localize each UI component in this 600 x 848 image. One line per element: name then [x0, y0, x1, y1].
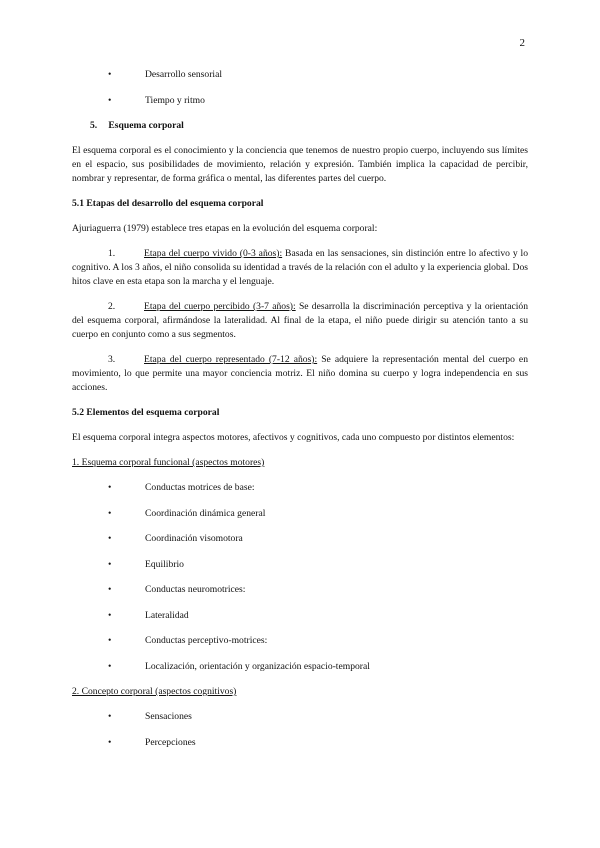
list-item: • Desarrollo sensorial	[72, 68, 528, 82]
section-5-1-intro: Ajuriaguerra (1979) establece tres etapas en la evolución del esquema corporal:	[72, 223, 378, 234]
stage-item: 3. Etapa del cuerpo representado (7-12 años): Se adquiere la representación mental del cuerpo en movimiento, lo que permite una mayor conciencia motriz. El niño domina su cuerpo y logra independencia en sus acciones.	[72, 354, 528, 393]
bullet-icon: •	[108, 507, 112, 519]
section-5-paragraph: El esquema corporal es el conocimiento y la conciencia que tenemos de nuestro propio cuerpo, incluyendo sus límites en el espacio, sus posibilidades de movimiento, relación y expresión. También implica la capacidad de percibir, nombrar y representar, de forma gráfica o mental, las diferentes partes del cuerpo.	[72, 145, 528, 184]
section-5-heading: 5. Esquema corporal	[90, 120, 184, 131]
bullet-icon: •	[108, 609, 112, 621]
list-item: • Localización, orientación y organización espacio-temporal	[72, 660, 528, 674]
list-item: • Sensaciones	[72, 710, 528, 724]
section-5-2-heading: 5.2 Elementos del esquema corporal	[72, 407, 220, 418]
group-2-list	[72, 710, 528, 750]
bullet-icon: •	[108, 558, 112, 570]
list-item: • Conductas perceptivo-motrices:	[72, 634, 528, 648]
stage-item: 1. Etapa del cuerpo vivido (0-3 años): Basada en las sensaciones, sin distinción entre lo afectivo y lo cognitivo. A los 3 años, el niño consolida su identidad a través de la relación con el adulto y la experiencia global. Dos hitos clave en esta etapa son la marcha y el lenguaje.	[72, 248, 529, 287]
section-5-1-heading: 5.1 Etapas del desarrollo del esquema corporal	[72, 198, 264, 209]
bullet-icon: •	[108, 635, 112, 646]
bullet-icon: •	[108, 69, 112, 80]
bullet-icon: •	[108, 482, 112, 493]
bullet-icon: •	[108, 584, 112, 595]
list-item: • Percepciones	[72, 736, 528, 750]
list-item: • Coordinación dinámica general	[72, 507, 528, 521]
bullet-icon: •	[108, 711, 112, 722]
list-item: • Equilibrio	[72, 558, 528, 572]
bullet-icon: •	[108, 94, 112, 106]
group-1-heading: 1. Esquema corporal funcional (aspectos motores)	[72, 457, 265, 468]
bullet-icon: •	[108, 736, 112, 748]
bullet-icon: •	[108, 533, 112, 544]
list-item: • Lateralidad	[72, 609, 528, 623]
page-content	[72, 68, 528, 761]
list-item: • Coordinación visomotora	[72, 532, 528, 546]
section-5-2-intro: El esquema corporal integra aspectos motores, afectivos y cognitivos, cada uno compuesto por distintos elementos:	[72, 432, 515, 443]
top-bullet-list	[72, 68, 528, 108]
page-number: 2	[519, 37, 525, 49]
group-1-list	[72, 481, 528, 674]
stage-item: 2. Etapa del cuerpo percibido (3-7 años): Se desarrolla la discriminación perceptiva y la orientación del esquema corporal, afirmándose la lateralidad. Al final de la etapa, el niño puede dirigir su atención tanto a su cuerpo en conjunto como a sus segmentos.	[72, 301, 528, 340]
group-2-heading: 2. Concepto corporal (aspectos cognitivos)	[72, 686, 237, 697]
list-item: • Conductas motrices de base:	[72, 481, 528, 495]
list-item: • Tiempo y ritmo	[72, 94, 528, 108]
bullet-icon: •	[108, 660, 112, 672]
list-item: • Conductas neuromotrices:	[72, 583, 528, 597]
